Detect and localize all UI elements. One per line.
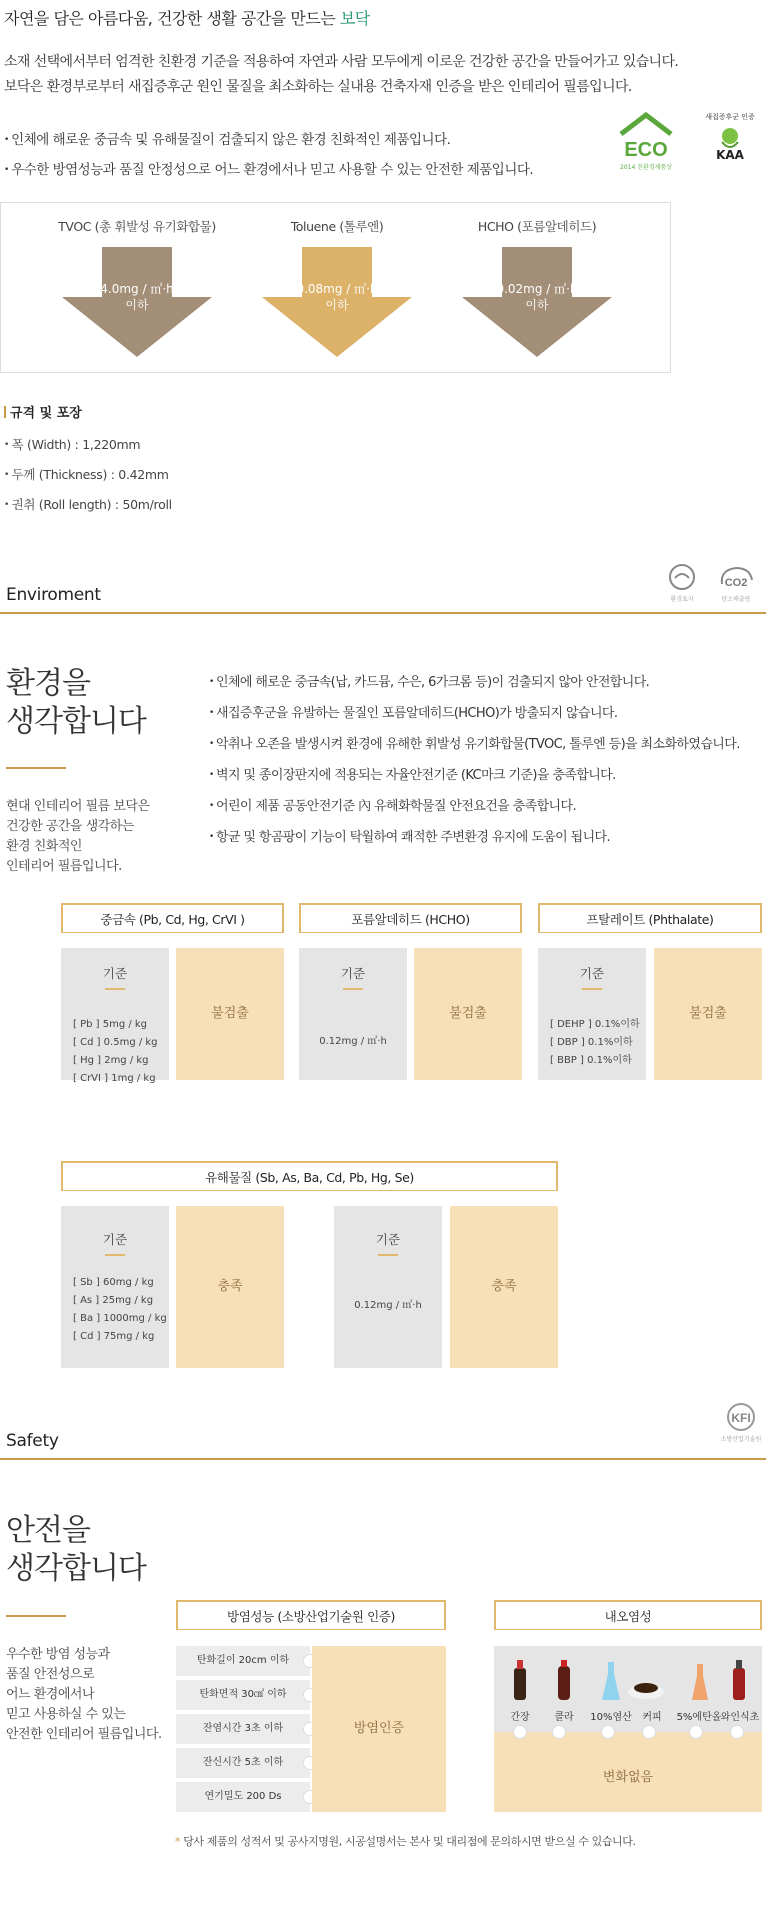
criteria-underline <box>582 988 602 990</box>
criteria-item: [ DBP ] 0.1%이하 <box>550 1037 633 1048</box>
intro-line: 보닥은 환경부로부터 새집증후군 원인 물질을 최소화하는 실내용 건축자재 인증을 받은 인테리어 필름입니다. <box>4 79 632 95</box>
safety-title-line: 생각합니다 <box>6 1551 146 1586</box>
spec-item: • 두께 (Thickness) : 0.42mm <box>4 460 172 490</box>
criteria-item: [ DEHP ] 0.1%이하 <box>550 1019 640 1030</box>
hcho-result: 불검출 <box>414 948 522 1080</box>
fire-row: 잔신시간 5초 이하 <box>176 1748 310 1778</box>
env-title-line: 생각합니다 <box>6 704 146 739</box>
criteria-item: [ Cd ] 75mg / kg <box>73 1331 155 1342</box>
kfi-logo <box>716 1402 766 1443</box>
voc-title: HCHO (포름알데히드) <box>477 219 597 234</box>
heavy-metal-head: 중금속 (Pb, Cd, Hg, CrVI ) <box>61 903 284 933</box>
down-arrow-icon <box>462 247 612 357</box>
intro-text <box>4 50 770 100</box>
voc-box <box>0 202 671 373</box>
top-bullet: • 인체에 해로운 중금속 및 유해물질이 검출되지 않은 환경 친화적인 제품입니다. <box>4 125 533 155</box>
criteria-item: [ Ba ] 1000mg / kg <box>73 1313 167 1324</box>
safety-section-rule <box>0 1458 766 1460</box>
env-side-line: 환경 친화적인 <box>6 839 82 854</box>
hcho-criteria <box>299 948 407 1080</box>
eco-logo <box>615 112 677 170</box>
stain-result: 변화없음 <box>494 1732 762 1812</box>
safety-side-line: 우수한 방염 성능과 <box>6 1647 110 1662</box>
spec-list <box>4 430 172 520</box>
env-big-title <box>6 665 146 741</box>
criteria-label: 기준 <box>102 966 128 981</box>
kfi-sub: 소방산업기술원 <box>720 1436 762 1443</box>
headline-text: 자연을 담은 아름다움, 건강한 생활 공간을 만드는 <box>4 9 340 28</box>
fire-head: 방염성능 (소방산업기술원 인증) <box>176 1600 446 1630</box>
env-bullet: • 어린이 제품 공동안전기준 內 유해화학물질 안전요건을 충족합니다. <box>209 791 740 822</box>
env-bullet: • 새집증후군을 유발하는 물질인 포름알데히드(HCHO)가 방출되지 않습니다. <box>209 698 740 729</box>
voc-title: TVOC (총 휘발성 유기화합물) <box>58 219 216 234</box>
voc-column <box>457 217 617 357</box>
env-side-line: 건강한 공간을 생각하는 <box>6 819 134 834</box>
phthalate-result: 불검출 <box>654 948 762 1080</box>
criteria-item: [ Hg ] 2mg / kg <box>73 1055 149 1066</box>
top-bullet: • 우수한 방염성능과 품질 안정성으로 어느 환경에서나 믿고 사용할 수 있는 안전한 제품입니다. <box>4 155 533 185</box>
hcho-head: 포름알데히드 (HCHO) <box>299 903 522 933</box>
criteria-label: 기준 <box>102 1232 128 1247</box>
env-bullet: • 악취나 오존을 발생시켜 환경에 유해한 휘발성 유기화합물(TVOC, 톨루엔 등)을 최소화하였습니다. <box>209 729 740 760</box>
env-title-line: 환경을 <box>6 666 90 701</box>
voc-column <box>257 217 417 357</box>
env-bullet: • 벽지 및 종이장판지에 적용되는 자율안전기준 (KC마크 기준)을 충족합니다. <box>209 760 740 791</box>
down-arrow-icon <box>262 247 412 357</box>
intro-line: 소재 선택에서부터 엄격한 친환경 기준을 적용하여 자연과 사람 모두에게 이로운 건강한 공간을 만들어가고 있습니다. <box>4 54 679 70</box>
env-section-rule <box>0 612 766 614</box>
down-arrow-icon <box>62 247 212 357</box>
criteria-list <box>550 1016 640 1070</box>
eco-label-text: 환경표지 <box>670 596 694 603</box>
stain-item: 콜라 <box>554 1712 574 1723</box>
env-side-line: 인테리어 필름입니다. <box>6 859 122 874</box>
chevron-down-icon <box>689 1725 703 1739</box>
kfi-text: KFI <box>731 1411 751 1425</box>
safety-side-line: 안전한 인테리어 필름입니다. <box>6 1727 162 1742</box>
co2-logo <box>714 562 758 603</box>
stain-item: 10%염산 <box>590 1712 632 1723</box>
criteria-item: [ As ] 25mg / kg <box>73 1295 154 1306</box>
safety-side-line: 어느 환경에서나 <box>6 1687 95 1702</box>
env-side-line: 현대 인테리어 필름 보닥은 <box>6 799 150 814</box>
spec-title: 규격 및 포장 <box>4 402 82 421</box>
bottles-illustration <box>494 1650 762 1710</box>
criteria-label: 기준 <box>340 966 366 981</box>
voc-value: 0.02mg / ㎡·h <box>496 282 578 296</box>
chevron-down-icon <box>601 1725 615 1739</box>
top-bullet-list <box>4 125 533 185</box>
criteria-value: 0.12mg / ㎡·h <box>319 1036 387 1047</box>
footnote: * 당사 제품의 성적서 및 공사지명원, 시공설명서는 본사 및 대리점에 문의하시면 받으실 수 있습니다. <box>175 1833 636 1849</box>
voc-value: 0.08mg / ㎡·h <box>296 282 378 296</box>
voc-unit: 이하 <box>325 298 349 312</box>
criteria-item: [ Cd ] 0.5mg / kg <box>73 1037 158 1048</box>
stain-item: 간장 <box>510 1712 530 1723</box>
safety-section-title: Safety <box>6 1431 59 1451</box>
harmful-result-1: 충족 <box>176 1206 284 1368</box>
svg-text:ECO: ECO <box>624 139 668 161</box>
voc-value: 4.0mg / ㎡·h <box>100 282 174 296</box>
harmful-criteria-2 <box>334 1206 442 1368</box>
fire-row: 잔염시간 3초 이하 <box>176 1714 310 1744</box>
kaa-text: KAA <box>716 148 744 162</box>
brand-name: 보닥 <box>339 9 370 28</box>
safety-big-title <box>6 1512 146 1588</box>
criteria-underline <box>343 988 363 990</box>
safety-side-text <box>6 1645 162 1745</box>
fire-row: 연기밀도 200 Ds <box>176 1782 310 1812</box>
heavy-metal-result: 불검출 <box>176 948 284 1080</box>
stain-head: 내오염성 <box>494 1600 762 1630</box>
chevron-down-icon <box>552 1725 566 1739</box>
env-bullet-list <box>209 667 740 853</box>
criteria-list <box>73 1274 167 1346</box>
fire-row: 탄화길이 20cm 이하 <box>176 1646 310 1676</box>
eco-label-logo <box>664 562 700 603</box>
safety-side-line: 믿고 사용하실 수 있는 <box>6 1707 126 1722</box>
env-side-text <box>6 797 150 877</box>
heavy-metal-criteria <box>61 948 169 1084</box>
spec-item: • 권취 (Roll length) : 50m/roll <box>4 490 172 520</box>
criteria-item: [ CrVI ] 1mg / kg <box>73 1073 156 1084</box>
voc-unit: 이하 <box>525 298 549 312</box>
criteria-list <box>73 1016 158 1088</box>
safety-divider <box>6 1615 66 1617</box>
criteria-item: [ Pb ] 5mg / kg <box>73 1019 148 1030</box>
phthalate-head: 프탈레이트 (Phthalate) <box>538 903 762 933</box>
svg-text:CO2: CO2 <box>724 577 748 589</box>
harmful-result-2: 충족 <box>450 1206 558 1368</box>
env-divider <box>6 767 66 769</box>
co2-label-text: 탄소배출량 <box>721 596 751 603</box>
criteria-item: [ BBP ] 0.1%이하 <box>550 1055 632 1066</box>
kaa-logo <box>700 112 760 172</box>
env-bullet: • 인체에 해로운 중금속(납, 카드뮴, 수은, 6가크롬 등)이 검출되지 않아 안전합니다. <box>209 667 740 698</box>
kaa-top: 새집증후군 인증 <box>705 113 755 121</box>
env-bullet: • 항균 및 항곰팡이 기능이 탁월하여 쾌적한 주변환경 유지에 도움이 됩니다. <box>209 822 740 853</box>
criteria-item: [ Sb ] 60mg / kg <box>73 1277 154 1288</box>
harmful-criteria <box>61 1206 169 1368</box>
criteria-underline <box>105 1254 125 1256</box>
criteria-underline <box>378 1254 398 1256</box>
voc-unit: 이하 <box>125 298 149 312</box>
env-section-title: Enviroment <box>6 585 101 605</box>
safety-side-line: 품질 안전성으로 <box>6 1667 95 1682</box>
safety-title-line: 안전을 <box>6 1513 90 1548</box>
stain-item: 커피 <box>642 1712 662 1723</box>
criteria-label: 기준 <box>579 966 605 981</box>
stain-items-panel <box>494 1646 762 1732</box>
criteria-underline <box>105 988 125 990</box>
headline <box>4 6 370 29</box>
criteria-value: 0.12mg / ㎡·h <box>354 1300 422 1311</box>
stain-item: 5%에탄올 <box>676 1712 722 1723</box>
criteria-label: 기준 <box>375 1232 401 1247</box>
fire-row: 탄화면적 30㎠ 이하 <box>176 1680 310 1710</box>
chevron-down-icon <box>642 1725 656 1739</box>
spec-item: • 폭 (Width) : 1,220mm <box>4 430 172 460</box>
stain-item: 와인식초 <box>720 1712 760 1723</box>
phthalate-criteria <box>538 948 646 1080</box>
chevron-down-icon <box>730 1725 744 1739</box>
voc-title: Toluene (톨루엔) <box>290 219 384 234</box>
harmful-head: 유해물질 (Sb, As, Ba, Cd, Pb, Hg, Se) <box>61 1161 558 1191</box>
voc-column <box>57 217 217 357</box>
eco-sub: 2014 친환경제품상 <box>620 164 672 171</box>
chevron-down-icon <box>513 1725 527 1739</box>
fire-result: 방염인증 <box>312 1646 446 1812</box>
